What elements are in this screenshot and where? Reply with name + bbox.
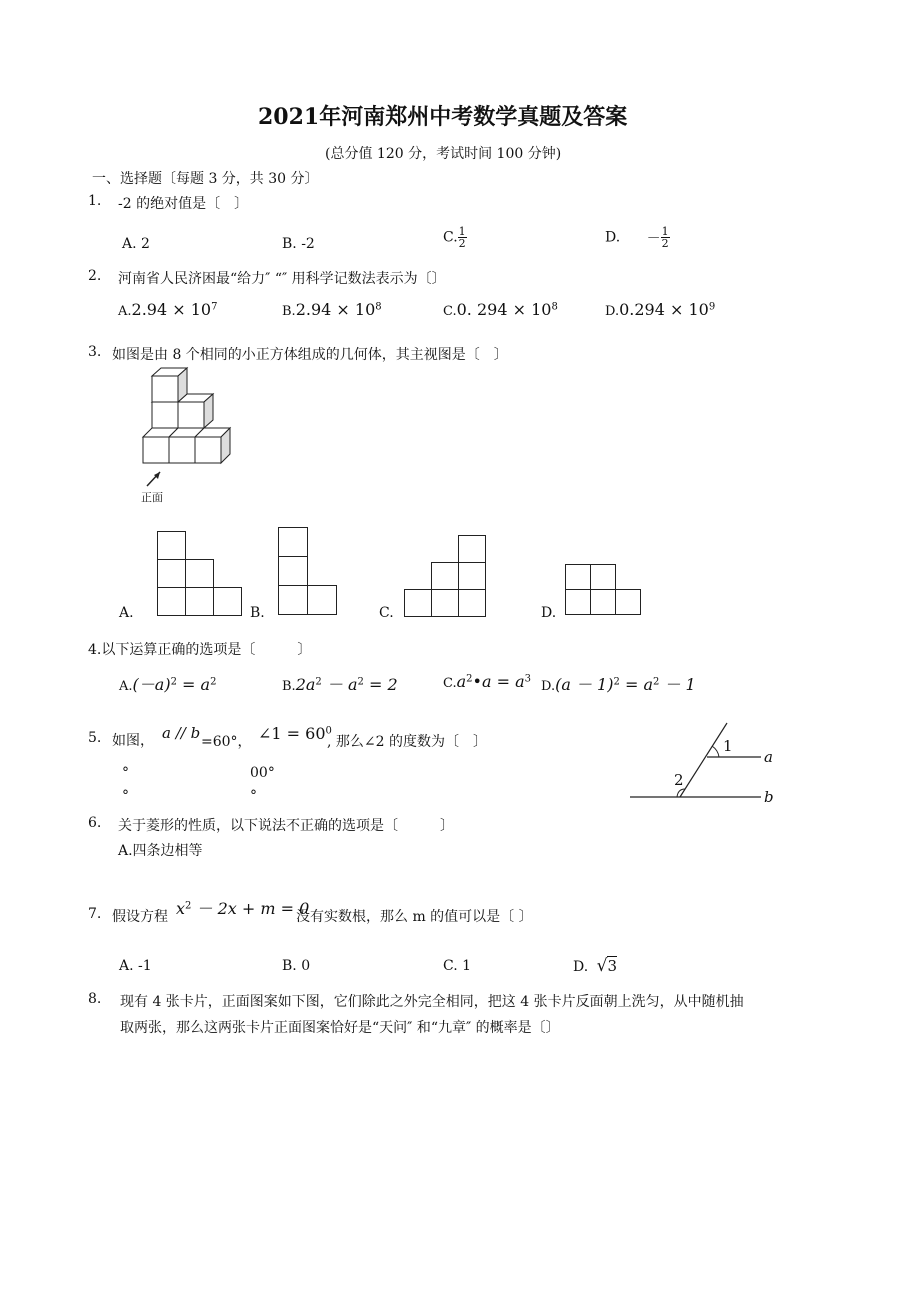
q7-option-b: B. 0 — [282, 958, 311, 974]
q6-number: 6. — [88, 815, 102, 831]
q2-c-prefix: C. — [443, 304, 457, 319]
q4-option-a — [119, 672, 216, 695]
q2-b-prefix: B. — [282, 304, 296, 319]
q3-option-a-figure — [157, 531, 243, 617]
q7-d-value: 3 — [607, 957, 618, 975]
q2-a-prefix: A. — [118, 304, 132, 319]
q3-option-d-label: D. — [541, 605, 557, 621]
q4-c-rhs-exp: 3 — [524, 673, 532, 685]
q5-option-d-fragment: ° — [250, 788, 257, 804]
q4-a-exp: 2 — [170, 676, 177, 688]
q4-b-mid: － a — [321, 675, 358, 694]
q5-option-c-fragment: ° — [122, 788, 129, 804]
q4-a-prefix: A. — [119, 679, 133, 694]
q6-option-a: A.四条边相等 — [118, 843, 203, 859]
q5-fig-label-a: a — [764, 748, 773, 766]
q2-c-base: 0. 294 × 10 — [456, 300, 552, 319]
page-title: 2021年河南郑州中考数学真题及答案 — [258, 104, 628, 130]
q5-fig-label-2: 2 — [674, 771, 684, 789]
q7-eq-x: x — [176, 899, 186, 918]
q7-text-b: 没有实数根，那么 m 的值可以是〔 〕 — [296, 909, 533, 925]
q3-text: 如图是由 8 个相同的小正方体组成的几何体，其主视图是〔 〕 — [112, 347, 508, 363]
q1-d-numerator: 1 — [661, 225, 669, 238]
q4-b-exp: 2 — [315, 676, 322, 688]
q4-d-mid: = a — [619, 675, 653, 694]
q4-b-mid-exp: 2 — [357, 676, 364, 688]
q3-option-d-figure — [565, 564, 643, 617]
q3-option-b-figure — [278, 527, 338, 617]
q4-text: 4.以下运算正确的选项是〔 〕 — [88, 642, 312, 658]
q1-option-c-prefix: C. — [443, 229, 458, 246]
q4-b-rhs: = 2 — [363, 675, 398, 694]
q7-option-c: C. 1 — [443, 958, 472, 974]
q6-text: 关于菱形的性质，以下说法不正确的选项是〔 〕 — [118, 818, 454, 834]
q5-number: 5. — [88, 730, 102, 746]
q4-a-rhs: = a — [176, 675, 211, 694]
q8-number: 8. — [88, 991, 102, 1007]
q1-c-denominator: 2 — [458, 237, 466, 250]
q2-a-exp: 7 — [211, 301, 218, 313]
q4-option-b — [282, 672, 398, 695]
q5-text-b: =60°， — [201, 734, 252, 750]
q7-d-prefix: D. — [573, 959, 589, 975]
q2-option-a — [118, 300, 217, 319]
q4-d-exp: 2 — [613, 676, 620, 688]
q1-c-numerator: 1 — [458, 225, 466, 238]
q7-number: 7. — [88, 906, 102, 922]
q2-text: 河南省人民济困最“给力″ “″ 用科学记数法表示为〔〕 — [118, 271, 446, 287]
q4-d-expr: (a － 1) — [555, 675, 614, 694]
q2-d-base: 0.294 × 10 — [619, 300, 709, 319]
q2-option-b — [282, 300, 382, 319]
q3-option-c-figure — [404, 535, 486, 617]
q7-text-a: 假设方程 — [112, 909, 168, 925]
q5-fig-label-b: b — [764, 788, 774, 806]
q3-option-c-label: C. — [379, 605, 394, 621]
q5-angle-expr: ∠1 = 60 — [258, 724, 326, 743]
q4-option-c — [443, 672, 531, 691]
q5-option-a-fragment: ° — [122, 765, 129, 781]
q1-option-c-fraction — [458, 226, 467, 249]
q5-option-b-fragment: 00° — [250, 765, 275, 781]
q4-a-rhs-exp: 2 — [210, 676, 217, 688]
q3-number: 3. — [88, 344, 102, 360]
q8-line-2: 取两张，那么这两张卡片正面图案恰好是“天问″ 和“九章″ 的概率是〔〕 — [120, 1020, 560, 1036]
q5-text-c: , 那么∠2 的度数为〔 〕 — [327, 734, 487, 750]
q1-option-d-sign: － — [646, 230, 661, 247]
q4-d-prefix: D. — [541, 679, 556, 694]
q5-angle-exp: 0 — [325, 725, 332, 737]
q3-option-a-label: A. — [119, 605, 134, 621]
q4-c-mid: •a = a — [472, 672, 525, 691]
q7-equation — [176, 896, 309, 919]
q1-number: 1. — [88, 193, 102, 209]
q7-eq-rest: － 2x + m = 0 — [191, 899, 310, 918]
q2-d-prefix: D. — [605, 304, 620, 319]
q5-fig-label-1: 1 — [723, 737, 733, 755]
q4-b-expr: 2a — [295, 675, 316, 694]
q4-a-expr: (－a) — [132, 675, 171, 694]
q1-option-b: B. -2 — [282, 236, 315, 252]
q5-text-a: 如图， — [112, 733, 154, 749]
q4-b-prefix: B. — [282, 679, 296, 694]
q4-c-exp: 2 — [466, 673, 473, 685]
q2-b-base: 2.94 × 10 — [295, 300, 376, 319]
section-heading: 一、选择题〔每题 3 分，共 30 分〕 — [92, 171, 319, 187]
q4-d-rhs: － 1 — [659, 675, 696, 694]
q4-d-mid-exp: 2 — [652, 676, 660, 688]
q5-parallel: a // b — [162, 724, 201, 742]
q8-line-1: 现有 4 张卡片，正面图案如下图，它们除此之外完全相同，把这 4 张卡片反面朝上洗匀，从中随机抽 — [120, 994, 744, 1010]
q7-option-d — [573, 956, 617, 976]
page-subtitle: (总分值 120 分，考试时间 100 分钟) — [325, 146, 562, 162]
q1-option-a: A. 2 — [122, 236, 150, 252]
q1-option-d-prefix: D. — [605, 229, 621, 246]
q2-option-c — [443, 300, 558, 319]
q2-d-exp: 9 — [708, 301, 716, 313]
q3-option-b-label: B. — [250, 605, 265, 621]
q7-eq-exp: 2 — [185, 900, 192, 912]
q1-option-d-fraction — [661, 226, 670, 249]
q3-front-label: 正面 — [141, 491, 163, 504]
q4-option-d — [541, 672, 696, 695]
q1-d-denominator: 2 — [661, 237, 669, 250]
q5-angle — [258, 724, 332, 743]
q4-c-prefix: C. — [443, 676, 457, 691]
q1-option-c — [443, 226, 467, 249]
q4-c-expr: a — [456, 672, 467, 691]
q1-text: -2 的绝对值是〔 〕 — [118, 196, 249, 212]
q7-option-a: A. -1 — [119, 958, 152, 974]
q2-number: 2. — [88, 268, 102, 284]
q2-c-exp: 8 — [551, 301, 558, 313]
q2-option-d — [605, 300, 715, 319]
q7-d-radical: √ — [596, 956, 608, 976]
q1-option-d — [605, 226, 670, 249]
q2-a-base: 2.94 × 10 — [131, 300, 212, 319]
q2-b-exp: 8 — [375, 301, 382, 313]
